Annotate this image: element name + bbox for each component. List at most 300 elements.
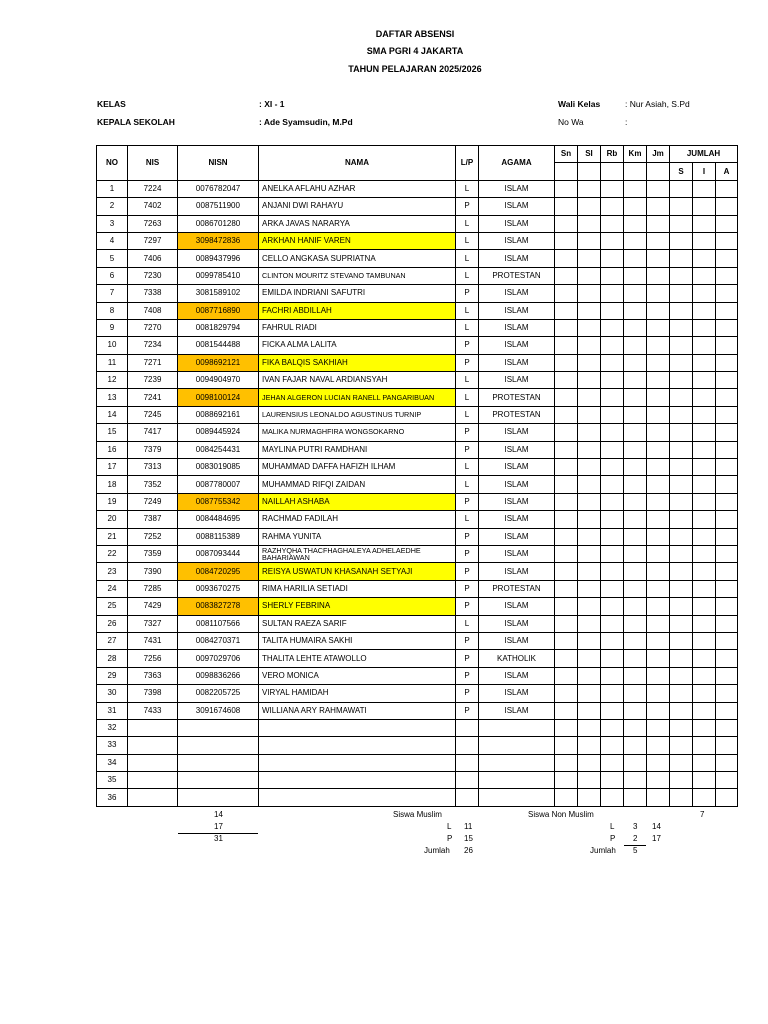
table-row — [97, 354, 738, 371]
cell-lp: L — [456, 302, 479, 319]
attendance-cell — [647, 615, 670, 632]
cell-nisn: 0083019085 — [178, 459, 259, 476]
empty-cell — [601, 719, 624, 736]
nonmuslim-jumlah-label: Jumlah — [590, 846, 616, 855]
cell-no: 29 — [97, 667, 128, 684]
attendance-cell — [555, 319, 578, 336]
attendance-cell — [624, 285, 647, 302]
attendance-cell — [578, 615, 601, 632]
cell-nisn: 0084254431 — [178, 441, 259, 458]
table-row — [97, 737, 738, 754]
cell-nama: ANJANI DWI RAHAYU — [259, 198, 456, 215]
empty-cell — [670, 789, 693, 806]
attendance-cell — [578, 493, 601, 510]
attendance-cell — [716, 372, 738, 389]
table-row — [97, 702, 738, 719]
attendance-cell — [647, 285, 670, 302]
attendance-cell — [670, 441, 693, 458]
cell-no: 15 — [97, 424, 128, 441]
cell-agama: ISLAM — [479, 319, 555, 336]
attendance-cell — [624, 493, 647, 510]
attendance-cell — [624, 372, 647, 389]
table-row — [97, 232, 738, 249]
table-row — [97, 441, 738, 458]
muslim-p: 15 — [464, 834, 473, 843]
cell-nis: 7256 — [128, 650, 178, 667]
attendance-cell — [647, 337, 670, 354]
attendance-cell — [624, 389, 647, 406]
attendance-cell — [693, 441, 716, 458]
attendance-cell — [601, 650, 624, 667]
table-row — [97, 267, 738, 284]
attendance-cell — [624, 319, 647, 336]
col-no: NO — [97, 146, 128, 181]
wali-value: : Nur Asiah, S.Pd — [625, 99, 690, 109]
cell-nis: 7245 — [128, 406, 178, 423]
attendance-cell — [578, 650, 601, 667]
attendance-cell — [693, 545, 716, 562]
empty-cell — [578, 789, 601, 806]
attendance-cell — [601, 702, 624, 719]
cell-lp: P — [456, 598, 479, 615]
muslim-jumlah-label: Jumlah — [424, 846, 450, 855]
table-row — [97, 215, 738, 232]
cell-lp: L — [456, 250, 479, 267]
cell-no: 8 — [97, 302, 128, 319]
table-row — [97, 511, 738, 528]
attendance-cell — [578, 267, 601, 284]
attendance-cell — [601, 545, 624, 562]
cell-nisn: 0084484695 — [178, 511, 259, 528]
attendance-cell — [624, 598, 647, 615]
attendance-cell — [601, 459, 624, 476]
cell-lp: L — [456, 180, 479, 197]
col-si: SI — [578, 146, 601, 163]
attendance-cell — [647, 372, 670, 389]
cell-nis: 7263 — [128, 215, 178, 232]
cell-agama: KATHOLIK — [479, 650, 555, 667]
empty-cell — [259, 754, 456, 771]
cell-lp: P — [456, 702, 479, 719]
cell-nama: CLINTON MOURITZ STEVANO TAMBUNAN — [259, 267, 456, 284]
attendance-cell — [716, 580, 738, 597]
kepsek-label: KEPALA SEKOLAH — [97, 117, 175, 127]
attendance-cell — [647, 459, 670, 476]
attendance-cell — [578, 528, 601, 545]
attendance-cell — [693, 180, 716, 197]
empty-cell — [624, 754, 647, 771]
attendance-cell — [647, 650, 670, 667]
attendance-cell — [601, 232, 624, 249]
empty-cell — [647, 772, 670, 789]
table-row — [97, 719, 738, 736]
attendance-cell — [647, 406, 670, 423]
attendance-cell — [601, 685, 624, 702]
attendance-cell — [670, 198, 693, 215]
table-row — [97, 545, 738, 562]
attendance-cell — [693, 667, 716, 684]
attendance-cell — [670, 632, 693, 649]
cell-no: 3 — [97, 215, 128, 232]
attendance-cell — [578, 389, 601, 406]
attendance-cell — [624, 563, 647, 580]
attendance-cell — [716, 667, 738, 684]
attendance-cell — [578, 250, 601, 267]
nonmuslim-p-label: P — [610, 834, 616, 843]
attendance-cell — [601, 632, 624, 649]
attendance-cell — [555, 528, 578, 545]
attendance-cell — [578, 441, 601, 458]
cell-agama: ISLAM — [479, 598, 555, 615]
cell-nis: 7224 — [128, 180, 178, 197]
cell-lp: P — [456, 667, 479, 684]
attendance-cell — [578, 232, 601, 249]
cell-lp: P — [456, 424, 479, 441]
col-jumlah: JUMLAH — [670, 146, 738, 163]
attendance-cell — [716, 459, 738, 476]
muslim-jumlah: 26 — [464, 846, 473, 855]
attendance-cell — [693, 511, 716, 528]
attendance-cell — [693, 198, 716, 215]
attendance-cell — [555, 667, 578, 684]
empty-cell — [578, 719, 601, 736]
attendance-cell — [670, 511, 693, 528]
attendance-cell — [624, 250, 647, 267]
blank-cell — [601, 163, 624, 180]
nonmuslim-l: 3 — [633, 822, 638, 831]
summary-n2: 17 — [214, 822, 223, 831]
attendance-cell — [578, 215, 601, 232]
cell-nama: VERO MONICA — [259, 667, 456, 684]
table-row — [97, 598, 738, 615]
cell-lp: L — [456, 615, 479, 632]
attendance-cell — [578, 285, 601, 302]
cell-no: 9 — [97, 319, 128, 336]
attendance-cell — [716, 702, 738, 719]
col-nama: NAMA — [259, 146, 456, 181]
attendance-cell — [578, 198, 601, 215]
attendance-cell — [601, 372, 624, 389]
cell-nama: SHERLY FEBRINA — [259, 598, 456, 615]
attendance-cell — [647, 319, 670, 336]
attendance-cell — [578, 545, 601, 562]
attendance-cell — [716, 632, 738, 649]
attendance-cell — [578, 632, 601, 649]
attendance-cell — [624, 302, 647, 319]
attendance-cell — [693, 615, 716, 632]
table-row — [97, 424, 738, 441]
cell-nisn: 0084270371 — [178, 632, 259, 649]
empty-cell — [716, 719, 738, 736]
attendance-cell — [716, 650, 738, 667]
attendance-cell — [647, 493, 670, 510]
empty-cell — [647, 737, 670, 754]
cell-no: 31 — [97, 702, 128, 719]
attendance-cell — [716, 598, 738, 615]
attendance-cell — [624, 667, 647, 684]
cell-nis: 7406 — [128, 250, 178, 267]
cell-no: 7 — [97, 285, 128, 302]
empty-cell — [647, 754, 670, 771]
attendance-cell — [624, 198, 647, 215]
cell-nama: CELLO ANGKASA SUPRIATNA — [259, 250, 456, 267]
attendance-cell — [578, 476, 601, 493]
attendance-cell — [624, 511, 647, 528]
muslim-l-label: L — [447, 822, 452, 831]
empty-cell — [716, 754, 738, 771]
cell-nis: 7417 — [128, 424, 178, 441]
empty-cell — [479, 772, 555, 789]
empty-cell — [693, 789, 716, 806]
cell-nama: RAZHYQHA THACFHAGHALEYA ADHELAEDHE BAHARIAWAN — [259, 545, 456, 562]
cell-nama: TALITA HUMAIRA SAKHI — [259, 632, 456, 649]
attendance-cell — [624, 702, 647, 719]
cell-nisn: 0076782047 — [178, 180, 259, 197]
cell-lp: L — [456, 215, 479, 232]
cell-nama: EMILDA INDRIANI SAFUTRI — [259, 285, 456, 302]
attendance-cell — [716, 232, 738, 249]
attendance-cell — [716, 424, 738, 441]
cell-lp: L — [456, 459, 479, 476]
empty-cell — [128, 737, 178, 754]
cell-nisn: 0098692121 — [178, 354, 259, 371]
attendance-cell — [670, 424, 693, 441]
cell-lp: P — [456, 337, 479, 354]
cell-nis: 7313 — [128, 459, 178, 476]
cell-lp: L — [456, 232, 479, 249]
attendance-cell — [670, 406, 693, 423]
attendance-cell — [578, 337, 601, 354]
empty-cell — [555, 754, 578, 771]
cell-no: 35 — [97, 772, 128, 789]
table-row — [97, 459, 738, 476]
cell-agama: ISLAM — [479, 493, 555, 510]
attendance-cell — [555, 702, 578, 719]
cell-nisn: 0084720295 — [178, 563, 259, 580]
table-row — [97, 285, 738, 302]
attendance-cell — [670, 580, 693, 597]
empty-cell — [716, 737, 738, 754]
empty-cell — [693, 719, 716, 736]
cell-nama: FIKA BALQIS SAKHIAH — [259, 354, 456, 371]
attendance-cell — [601, 493, 624, 510]
table-row — [97, 319, 738, 336]
cell-nama: IVAN FAJAR NAVAL ARDIANSYAH — [259, 372, 456, 389]
attendance-cell — [693, 650, 716, 667]
cell-lp: L — [456, 267, 479, 284]
table-row — [97, 563, 738, 580]
cell-nisn: 0089445924 — [178, 424, 259, 441]
attendance-cell — [693, 215, 716, 232]
cell-nisn: 0088692161 — [178, 406, 259, 423]
attendance-cell — [693, 493, 716, 510]
empty-cell — [693, 754, 716, 771]
attendance-cell — [693, 267, 716, 284]
attendance-cell — [601, 354, 624, 371]
attendance-cell — [624, 406, 647, 423]
attendance-cell — [555, 198, 578, 215]
cell-nisn: 0089437996 — [178, 250, 259, 267]
table-row — [97, 389, 738, 406]
table-row — [97, 406, 738, 423]
table-row — [97, 615, 738, 632]
attendance-cell — [601, 215, 624, 232]
table-row — [97, 337, 738, 354]
empty-cell — [601, 789, 624, 806]
cell-no: 13 — [97, 389, 128, 406]
attendance-cell — [716, 198, 738, 215]
cell-nisn: 0086701280 — [178, 215, 259, 232]
cell-no: 11 — [97, 354, 128, 371]
attendance-cell — [693, 424, 716, 441]
attendance-cell — [716, 406, 738, 423]
summary-n3: 31 — [214, 834, 223, 843]
cell-nis: 7230 — [128, 267, 178, 284]
col-s: S — [670, 163, 693, 180]
empty-cell — [670, 754, 693, 771]
cell-agama: PROTESTAN — [479, 267, 555, 284]
attendance-cell — [555, 563, 578, 580]
attendance-cell — [578, 702, 601, 719]
empty-cell — [624, 719, 647, 736]
attendance-cell — [601, 424, 624, 441]
cell-no: 12 — [97, 372, 128, 389]
col-i: I — [693, 163, 716, 180]
cell-nama: MALIKA NURMAGHFIRA WONGSOKARNO — [259, 424, 456, 441]
cell-lp: L — [456, 406, 479, 423]
cell-no: 26 — [97, 615, 128, 632]
attendance-cell — [647, 598, 670, 615]
cell-nisn: 0081829794 — [178, 319, 259, 336]
nonmuslim-jumlah: 5 — [633, 846, 638, 855]
empty-cell — [259, 719, 456, 736]
attendance-cell — [578, 372, 601, 389]
attendance-cell — [624, 685, 647, 702]
attendance-cell — [670, 685, 693, 702]
cell-nis: 7297 — [128, 232, 178, 249]
attendance-cell — [647, 580, 670, 597]
table-row — [97, 302, 738, 319]
cell-no: 17 — [97, 459, 128, 476]
table-row — [97, 667, 738, 684]
cell-agama: ISLAM — [479, 250, 555, 267]
attendance-cell — [716, 511, 738, 528]
attendance-cell — [555, 650, 578, 667]
nonmuslim-l-label: L — [610, 822, 615, 831]
attendance-cell — [670, 232, 693, 249]
attendance-cell — [693, 337, 716, 354]
cell-no: 32 — [97, 719, 128, 736]
empty-cell — [670, 772, 693, 789]
attendance-cell — [624, 337, 647, 354]
cell-lp: L — [456, 476, 479, 493]
attendance-cell — [624, 580, 647, 597]
attendance-cell — [555, 250, 578, 267]
attendance-cell — [670, 615, 693, 632]
cell-nisn: 0097029706 — [178, 650, 259, 667]
attendance-cell — [716, 319, 738, 336]
attendance-cell — [716, 563, 738, 580]
doc-title: DAFTAR ABSENSI — [375, 29, 455, 39]
attendance-cell — [647, 198, 670, 215]
attendance-cell — [693, 285, 716, 302]
table-row — [97, 198, 738, 215]
col-agama: AGAMA — [479, 146, 555, 181]
empty-cell — [259, 772, 456, 789]
attendance-cell — [578, 667, 601, 684]
empty-cell — [624, 737, 647, 754]
attendance-cell — [601, 198, 624, 215]
attendance-cell — [716, 476, 738, 493]
cell-no: 20 — [97, 511, 128, 528]
empty-cell — [456, 789, 479, 806]
cell-agama: PROTESTAN — [479, 580, 555, 597]
table-row — [97, 650, 738, 667]
cell-no: 4 — [97, 232, 128, 249]
attendance-cell — [716, 441, 738, 458]
blank-cell — [578, 163, 601, 180]
attendance-cell — [578, 354, 601, 371]
attendance-cell — [555, 389, 578, 406]
attendance-cell — [670, 319, 693, 336]
cell-nisn: 0083827278 — [178, 598, 259, 615]
empty-cell — [479, 719, 555, 736]
empty-cell — [693, 772, 716, 789]
attendance-cell — [693, 302, 716, 319]
empty-cell — [128, 772, 178, 789]
cell-nis: 7327 — [128, 615, 178, 632]
cell-no: 10 — [97, 337, 128, 354]
cell-nis: 7285 — [128, 580, 178, 597]
nonmuslim-p-total: 17 — [652, 834, 661, 843]
cell-agama: ISLAM — [479, 337, 555, 354]
attendance-cell — [624, 424, 647, 441]
cell-nisn: 3098472836 — [178, 232, 259, 249]
cell-agama: ISLAM — [479, 354, 555, 371]
cell-agama: ISLAM — [479, 667, 555, 684]
empty-cell — [578, 772, 601, 789]
cell-agama: ISLAM — [479, 459, 555, 476]
cell-lp: P — [456, 528, 479, 545]
cell-nisn: 0082205725 — [178, 685, 259, 702]
attendance-cell — [693, 319, 716, 336]
attendance-cell — [647, 389, 670, 406]
attendance-cell — [578, 180, 601, 197]
cell-agama: ISLAM — [479, 180, 555, 197]
empty-cell — [456, 737, 479, 754]
table-row — [97, 250, 738, 267]
attendance-cell — [555, 424, 578, 441]
cell-no: 30 — [97, 685, 128, 702]
cell-nama: FACHRI ABDILLAH — [259, 302, 456, 319]
attendance-cell — [647, 476, 670, 493]
empty-cell — [479, 789, 555, 806]
cell-no: 22 — [97, 545, 128, 562]
col-jm: Jm — [647, 146, 670, 163]
attendance-cell — [624, 459, 647, 476]
cell-agama: ISLAM — [479, 685, 555, 702]
attendance-cell — [578, 424, 601, 441]
attendance-cell — [716, 180, 738, 197]
cell-nama: MAYLINA PUTRI RAMDHANI — [259, 441, 456, 458]
attendance-cell — [693, 354, 716, 371]
cell-nama: SULTAN RAEZA SARIF — [259, 615, 456, 632]
table-row — [97, 789, 738, 806]
attendance-cell — [716, 285, 738, 302]
attendance-cell — [555, 302, 578, 319]
cell-agama: ISLAM — [479, 615, 555, 632]
attendance-cell — [716, 250, 738, 267]
